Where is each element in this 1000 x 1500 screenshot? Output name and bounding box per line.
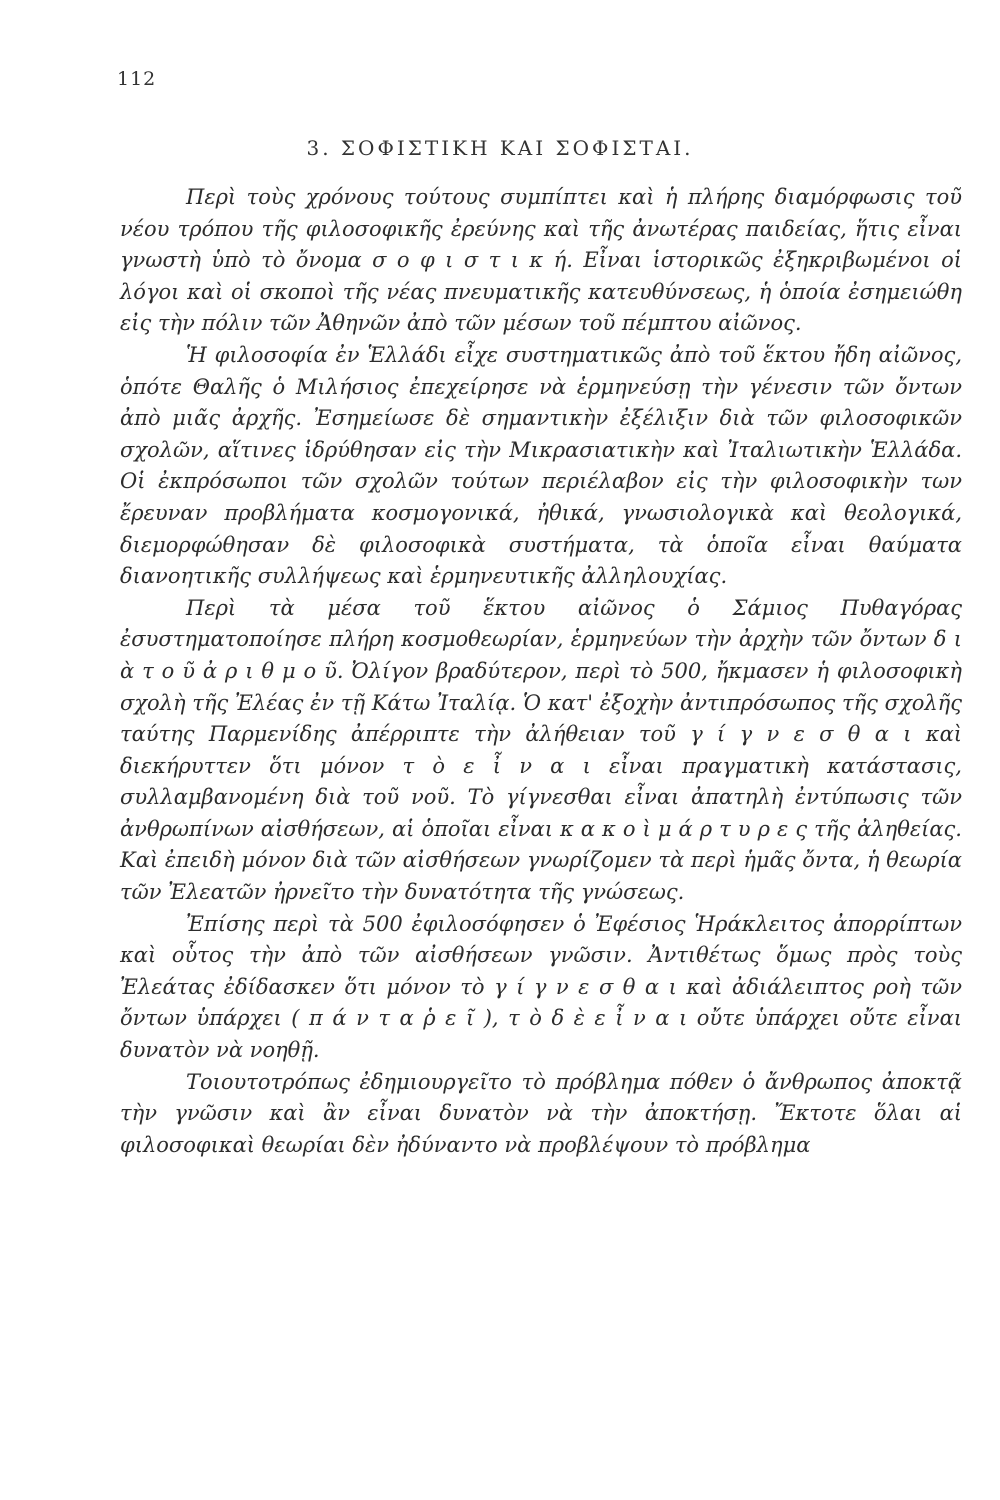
paragraph-2: Ἡ φιλοσοφία ἐν Ἑλλάδι εἶχε συστηματικῶς ἀπὸ τοῦ ἕκτου ἤδη αἰῶνος, ὁπότε Θαλῆς ὁ Μιλήσιος ἐπεχείρησε νὰ ἑρμηνεύσῃ τὴν γένεσιν τῶν ὄντων ἀπὸ μιᾶς ἀρχῆς. Ἐσημείωσε δὲ σημαντικὴν ἐξέλιξιν διὰ τῶν φιλοσοφικῶν σχολῶν, αἵτινες ἱδρύθησαν εἰς τὴν Μικρασιατικὴν καὶ Ἰταλιωτικὴν Ἑλλάδα. Οἱ ἐκπρόσωποι τῶν σχολῶν τούτων περιέλαβον εἰς τὴν φιλοσοφικὴν των ἔρευναν προβλήματα κοσμογονικά, ἠθικά, γνωσιολογικὰ καὶ θεολογικά, διεμορφώθησαν δὲ φιλοσοφικὰ συστήματα, τὰ ὁποῖα εἶναι θαύματα διανοητικῆς συλλήψεως καὶ ἑρμηνευτικῆς ἀλληλουχίας. [120, 342, 962, 589]
paragraph-1: Περὶ τοὺς χρόνους τούτους συμπίπτει καὶ ἡ πλήρης διαμόρφωσις τοῦ νέου τρόπου τῆς φιλοσοφικῆς ἐρεύνης καὶ τῆς ἀνωτέρας παιδείας, ἥτις εἶναι γνωστὴ ὑπὸ τὸ ὄνομα σ ο φ ι σ τ ι κ ή. Εἶναι ἱστορικῶς ἐξηκριβωμένοι οἱ λόγοι καὶ οἱ σκοποὶ τῆς νέας πνευματικῆς κατευθύνσεως, ἡ ὁποία ἐσημειώθη εἰς τὴν πόλιν τῶν Ἀθηνῶν ἀπὸ τῶν μέσων τοῦ πέμπτου αἰῶνος. [120, 185, 962, 336]
page-number: 112 [117, 68, 157, 90]
paragraph-4: Ἐπίσης περὶ τὰ 500 ἐφιλοσόφησεν ὁ Ἐφέσιος Ἡράκλειτος ἀπορρίπτων καὶ οὗτος τὴν ἀπὸ τῶν αἰσθήσεων γνῶσιν. Ἀντιθέτως ὅμως πρὸς τοὺς Ἐλεάτας ἐδίδασκεν ὅτι μόνον τὸ γ ί γ ν ε σ θ α ι καὶ ἀδιάλειπτος ροὴ τῶν ὄντων ὑπάρχει ( π ά ν τ α ῥ ε ῖ ), τ ὸ δ ὲ ε ἶ ν α ι οὔτε ὑπάρχει οὔτε εἶναι δυνατὸν νὰ νοηθῇ. [120, 911, 962, 1063]
body-text [120, 182, 962, 1161]
paragraph-3: Περὶ τὰ μέσα τοῦ ἕκτου αἰῶνος ὁ Σάμιος Πυθαγόρας ἐσυστηματοποίησε πλήρη κοσμοθεωρίαν, ἑρμηνεύων τὴν ἀρχὴν τῶν ὄντων δ ι ὰ τ ο ῦ ἀ ρ ι θ μ ο ῦ. Ὀλίγον βραδύτερον, περὶ τὸ 500, ἤκμασεν ἡ φιλοσοφικὴ σχολὴ τῆς Ἐλέας ἐν τῇ Κάτω Ἰταλίᾳ. Ὁ κατ' ἐξοχὴν ἀντιπρόσωπος τῆς σχολῆς ταύτης Παρμενίδης ἀπέρριπτε τὴν ἀλήθειαν τοῦ γ ί γ ν ε σ θ α ι καὶ διεκήρυττεν ὅτι μόνον τ ὸ ε ἶ ν α ι εἶναι πραγματικὴ κατάστασις, συλλαμβανομένη διὰ τοῦ νοῦ. Τὸ γίγνεσθαι εἶναι ἀπατηλὴ ἐντύπωσις τῶν ἀνθρωπίνων αἰσθήσεων, αἱ ὁποῖαι εἶναι κ α κ ο ὶ μ ά ρ τ υ ρ ε ς τῆς ἀληθείας. Καὶ ἐπειδὴ μόνον διὰ τῶν αἰσθήσεων γνωρίζομεν τὰ περὶ ἡμᾶς ὄντα, ἡ θεωρία τῶν Ἐλεατῶν ἠρνεῖτο τὴν δυνατότητα τῆς γνώσεως. [120, 595, 962, 905]
paragraph-5: Τοιουτοτρόπως ἐδημιουργεῖτο τὸ πρόβλημα πόθεν ὁ ἄνθρωπος ἀποκτᾷ τὴν γνῶσιν καὶ ἂν εἶναι δυνατὸν νὰ τὴν ἀποκτήσῃ. Ἔκτοτε ὅλαι αἱ φιλοσοφικαὶ θεωρίαι δὲν ἠδύναντο νὰ προβλέψουν τὸ πρόβλημα [120, 1069, 962, 1157]
section-title: 3. ΣΟΦΙΣΤΙΚΗ ΚΑΙ ΣΟΦΙΣΤΑΙ. [306, 136, 694, 160]
